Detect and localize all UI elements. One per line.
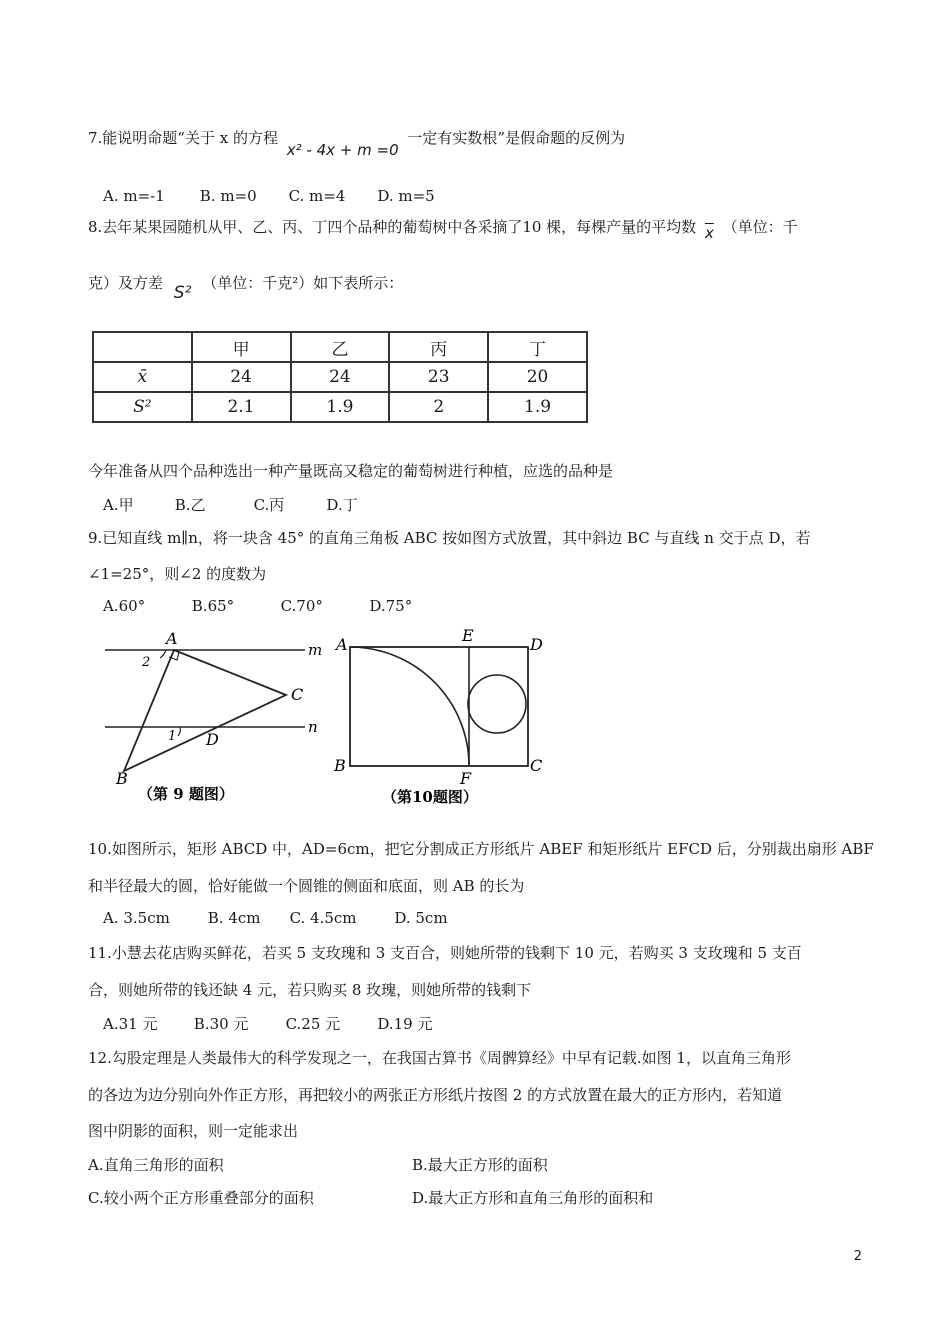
q12-option-b: B.最大正方形的面积 bbox=[412, 1156, 548, 1174]
label-e: E bbox=[462, 628, 474, 645]
q8-stem-line2 bbox=[88, 272, 404, 303]
page-number: 2 bbox=[853, 1249, 862, 1264]
q10-stem-line2: 和半径最大的圆，恰好能做一个圆锥的侧面和底面，则 AB 的长为 bbox=[88, 877, 525, 895]
label-d: D bbox=[206, 730, 219, 749]
label-angle-1: 1 bbox=[168, 729, 177, 744]
label-a: A bbox=[166, 629, 178, 648]
q11-options bbox=[103, 1013, 432, 1034]
q11-option-b: B.30 元 bbox=[193, 1015, 249, 1033]
q10-option-d: D. 5cm bbox=[394, 909, 448, 927]
sector-arc-abf bbox=[350, 647, 469, 766]
label-angle-2: 2 bbox=[142, 655, 151, 670]
table-row bbox=[93, 392, 587, 422]
q8-variance-symbol: S² bbox=[173, 283, 192, 303]
q9-option-b: B.65° bbox=[191, 597, 235, 615]
figure-10 bbox=[330, 628, 560, 813]
figure-9 bbox=[100, 628, 330, 813]
q7-stem-a: 7.能说明命题“关于 x 的方程 bbox=[88, 129, 278, 147]
q8-option-d: D.丁 bbox=[326, 496, 358, 514]
q8-options bbox=[103, 494, 358, 515]
label-b: B bbox=[334, 756, 346, 775]
q8-stem-text: 8.去年某果园随机从甲、乙、丙、丁四个品种的葡萄树中各采摘了10 棵，每棵产量的平均数 bbox=[88, 218, 697, 236]
table-header-cell: 乙 bbox=[291, 332, 390, 362]
q7-option-a: A. m=-1 bbox=[103, 187, 165, 205]
label-m: m bbox=[308, 641, 323, 659]
q12-stem-line1: 12.勾股定理是人类最伟大的科学发现之一，在我国古算书《周髀算经》中早有记载.如图 1，以直角三角形 bbox=[88, 1049, 791, 1067]
table-header-cell bbox=[93, 332, 192, 362]
table-cell: 2 bbox=[389, 392, 488, 422]
q9-stem-line1: 9.已知直线 m∥n，将一块含 45° 的直角三角板 ABC 按如图方式放置，其中斜边 BC 与直线 n 交于点 D，若 bbox=[88, 529, 811, 547]
table-cell: 1.9 bbox=[488, 392, 587, 422]
q10-options bbox=[103, 909, 448, 927]
table-cell: 24 bbox=[192, 362, 291, 392]
q12-option-c: C.较小两个正方形重叠部分的面积 bbox=[88, 1189, 314, 1207]
q10-option-a: A. 3.5cm bbox=[103, 909, 170, 927]
q10-option-c: C. 4.5cm bbox=[289, 909, 357, 927]
q7-stem-b: 一定有实数根”是假命题的反例为 bbox=[407, 129, 626, 147]
table-row bbox=[93, 362, 587, 392]
figure-10-caption: （第10题图） bbox=[382, 788, 478, 806]
figure-10-diagram bbox=[330, 628, 560, 813]
label-n: n bbox=[308, 718, 318, 736]
table-row-label: x̄ bbox=[93, 362, 192, 392]
table-cell: 1.9 bbox=[291, 392, 390, 422]
angle-2-arc bbox=[160, 650, 166, 658]
q9-stem-line2: ∠1=25°，则∠2 的度数为 bbox=[88, 565, 267, 583]
label-f: F bbox=[460, 769, 472, 788]
q7-option-c: C. m=4 bbox=[288, 187, 346, 205]
q12-option-d: D.最大正方形和直角三角形的面积和 bbox=[412, 1189, 654, 1207]
q8-stem-line2-b: （单位：千克²）如下表所示： bbox=[202, 274, 404, 292]
q8-stem-tail: （单位：千 bbox=[722, 218, 798, 236]
q7-stem bbox=[88, 127, 626, 159]
inscribed-circle bbox=[468, 675, 526, 733]
q8-data-table bbox=[92, 331, 588, 423]
q9-options bbox=[103, 597, 412, 615]
figure-9-caption: （第 9 题图） bbox=[138, 785, 234, 803]
label-a: A bbox=[336, 635, 348, 654]
q11-option-d: D.19 元 bbox=[377, 1015, 433, 1033]
table-header-cell: 甲 bbox=[192, 332, 291, 362]
q12-stem-line2: 的各边为边分别向外作正方形，再把较小的两张正方形纸片按图 2 的方式放置在最大的正方形内，若知道 bbox=[88, 1086, 783, 1104]
q8-stem-line1 bbox=[88, 216, 798, 242]
table-cell: 20 bbox=[488, 362, 587, 392]
angle-1-arc bbox=[178, 727, 180, 736]
q8-question: 今年准备从四个品种选出一种产量既高又稳定的葡萄树进行种植，应选的品种是 bbox=[88, 462, 614, 480]
table-row bbox=[93, 332, 587, 362]
q7-equation: x² - 4x + m =0 bbox=[286, 141, 399, 159]
q10-stem-line1: 10.如图所示，矩形 ABCD 中，AD=6cm，把它分割成正方形纸片 ABEF 和矩形纸片 EFCD 后，分别裁出扇形 ABF bbox=[88, 840, 874, 858]
q8-mean-symbol: $\overline{x}$ bbox=[704, 224, 714, 242]
label-c: C bbox=[530, 756, 543, 775]
label-b: B bbox=[116, 769, 128, 788]
q12-option-a: A.直角三角形的面积 bbox=[88, 1156, 224, 1174]
q7-option-d: D. m=5 bbox=[377, 187, 435, 205]
q7-option-b: B. m=0 bbox=[199, 187, 257, 205]
table-cell: 23 bbox=[389, 362, 488, 392]
label-d: D bbox=[530, 635, 543, 654]
q11-option-c: C.25 元 bbox=[285, 1015, 341, 1033]
table-row-label: S² bbox=[93, 392, 192, 422]
q9-option-a: A.60° bbox=[103, 597, 146, 615]
label-c: C bbox=[291, 685, 304, 704]
q7-options bbox=[103, 187, 435, 205]
table-header-cell: 丙 bbox=[389, 332, 488, 362]
q11-stem-line2: 合，则她所带的钱还缺 4 元，若只购买 8 玫瑰，则她所带的钱剩下 bbox=[88, 981, 532, 999]
q10-option-b: B. 4cm bbox=[207, 909, 261, 927]
table-header-cell: 丁 bbox=[488, 332, 587, 362]
table-cell: 24 bbox=[291, 362, 390, 392]
q9-option-c: C.70° bbox=[280, 597, 323, 615]
table-cell: 2.1 bbox=[192, 392, 291, 422]
figure-9-diagram bbox=[100, 628, 330, 813]
q11-stem-line1: 11.小慧去花店购买鲜花，若买 5 支玫瑰和 3 支百合，则她所带的钱剩下 10 元，若购买 3 支玫瑰和 5 支百 bbox=[88, 944, 802, 962]
q8-option-a: A.甲 bbox=[103, 496, 134, 514]
rectangle-abcd bbox=[350, 647, 528, 766]
q8-option-b: B.乙 bbox=[174, 496, 206, 514]
q8-option-c: C.丙 bbox=[253, 496, 285, 514]
q11-option-a: A.31 元 bbox=[103, 1015, 158, 1033]
q9-option-d: D.75° bbox=[369, 597, 413, 615]
q8-stem-line2-a: 克）及方差 bbox=[88, 274, 164, 292]
q12-stem-line3: 图中阴影的面积，则一定能求出 bbox=[88, 1122, 299, 1140]
